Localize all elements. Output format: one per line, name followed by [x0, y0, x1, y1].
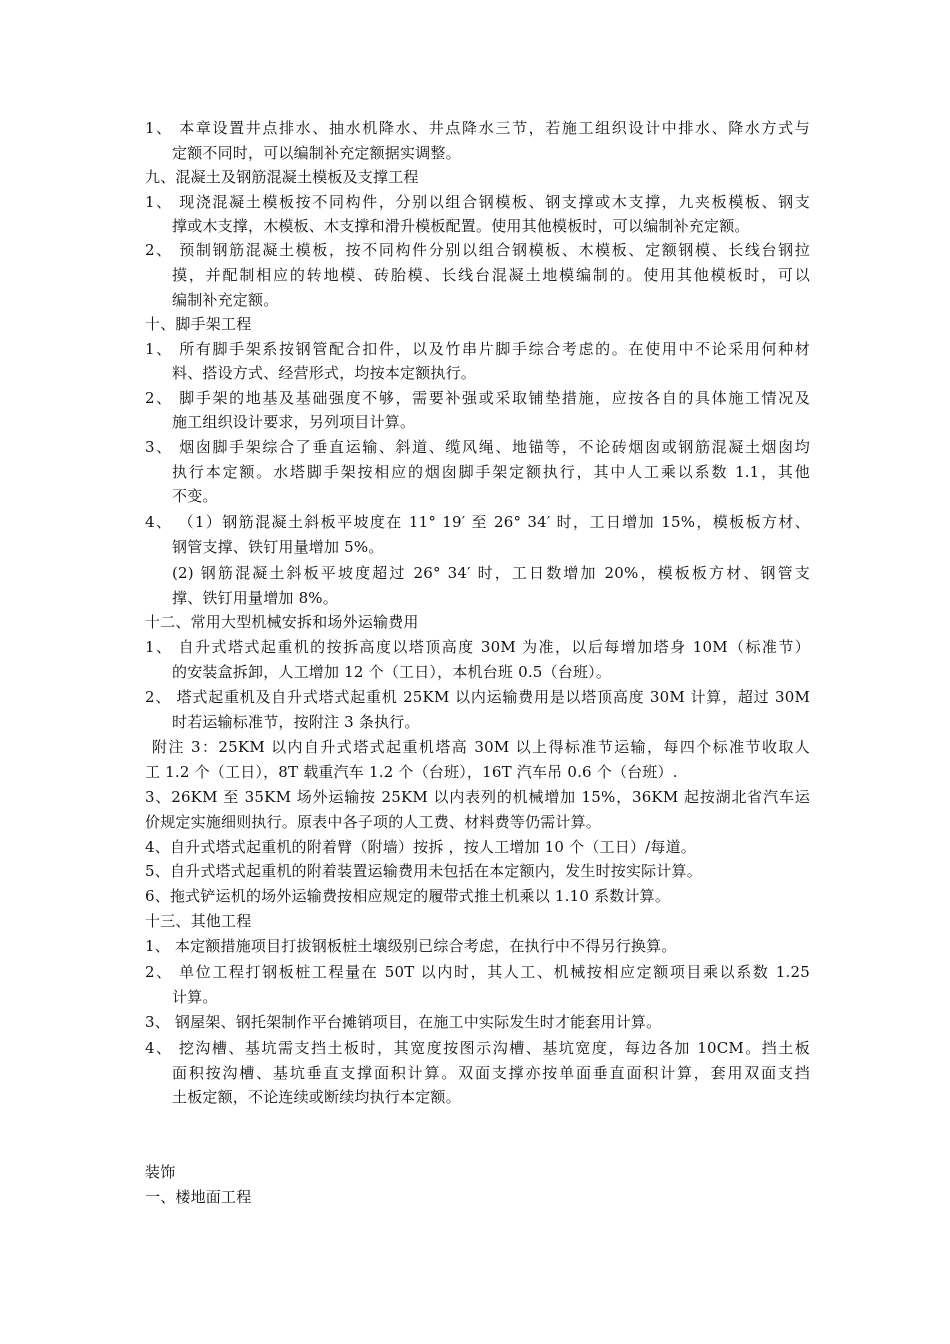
- text-line: 1、 本章设置井点排水、抽水机降水、井点降水三节，若施工组织设计中排水、降水方式与: [145, 119, 810, 137]
- section-heading: 九、混凝土及钢筋混凝土模板及支撑工程: [145, 168, 419, 186]
- text-line: 2、 塔式起重机及自升式塔式起重机 25KM 以内运输费用是以塔顶高度 30M 计算，超过 30M: [145, 688, 810, 706]
- text-line: 3、26KM 至 35KM 场外运输按 25KM 以内表列的机械增加 15%，36KM 起按湖北省汽车运: [145, 788, 810, 806]
- text-line: 3、 钢屋架、钢托架制作平台摊销项目，在施工中实际发生时才能套用计算。: [145, 1013, 662, 1031]
- text-line: 面积按沟槽、基坑垂直支撑面积计算。双面支撑亦按单面垂直面积计算，套用双面支挡: [172, 1064, 810, 1082]
- text-line: 4、 （1）钢筋混凝土斜板平坡度在 11° 19′ 至 26° 34′ 时，工日增加 15%，模板板方材、: [145, 513, 810, 531]
- text-line: 1、 现浇混凝土模板按不同构件，分别以组合钢模板、钢支撑或木支撑，九夹板模板、钢支: [145, 193, 810, 211]
- text-line: 1、 自升式塔式起重机的按拆高度以塔顶高度 30M 为准，以后每增加塔身 10M（标准节）: [145, 638, 810, 656]
- text-line: 时若运输标准节，按附注 3 条执行。: [172, 713, 420, 731]
- text-line: 料、搭设方式、经营形式，均按本定额执行。: [172, 364, 477, 382]
- section-heading: 一、楼地面工程: [145, 1188, 252, 1206]
- text-line: 2、 预制钢筋混凝土模板，按不同构件分别以组合钢模板、木模板、定额钢模、长线台钢拉: [145, 241, 810, 259]
- text-line: 撑、铁钉用量增加 8%。: [172, 589, 338, 607]
- text-line: 4、自升式塔式起重机的附着臂（附墙）按拆 ，按人工增加 10 个（工日）/每道。: [145, 838, 696, 856]
- text-line: 施工组织设计要求，另列项目计算。: [172, 413, 416, 431]
- text-line: (2) 钢筋混凝土斜板平坡度超过 26° 34′ 时，工日数增加 20%，模板板方材、钢管支: [172, 564, 810, 582]
- text-line: 撑或木支撑，木模板、木支撑和滑升模板配置。使用其他模板时，可以编制补充定额。: [172, 217, 750, 235]
- text-line: 5、自升式塔式起重机的附着装置运输费用未包括在本定额内，发生时按实际计算。: [145, 862, 702, 880]
- note-line: 附注 3：25KM 以内自升式塔式起重机塔高 30M 以上得标准节运输，每四个标准节收取人: [152, 738, 810, 756]
- section-heading: 十二、常用大型机械安拆和场外运输费用: [145, 613, 419, 631]
- text-line: 钢管支撑、铁钉用量增加 5%。: [172, 538, 384, 556]
- chapter-heading: 装饰: [145, 1163, 176, 1181]
- text-line: 土板定额，不论连续或断续均执行本定额。: [172, 1088, 461, 1106]
- text-line: 摸，并配制相应的转地模、砖胎模、长线台混凝土地模编制的。使用其他模板时，可以: [172, 266, 810, 284]
- text-line: 工 1.2 个（工日），8T 载重汽车 1.2 个（台班），16T 汽车吊 0.6 个（台班）.: [145, 763, 678, 781]
- text-line: 3、 烟囱脚手架综合了垂直运输、斜道、缆风绳、地锚等，不论砖烟囱或钢筋混凝土烟囱均: [145, 438, 810, 456]
- section-heading: 十、脚手架工程: [145, 315, 252, 333]
- text-line: 6、拖式铲运机的场外运输费按相应规定的履带式推土机乘以 1.10 系数计算。: [145, 887, 671, 905]
- text-line: 定额不同时，可以编制补充定额据实调整。: [172, 144, 461, 162]
- text-line: 不变。: [172, 487, 218, 505]
- text-line: 2、 单位工程打钢板桩工程量在 50T 以内时，其人工、机械按相应定额项目乘以系数 1.25: [145, 963, 810, 981]
- text-line: 执行本定额。水塔脚手架按相应的烟囱脚手架定额执行，其中人工乘以系数 1.1，其他: [172, 463, 810, 481]
- text-line: 的安装盒拆卸，人工增加 12 个（工日），本机台班 0.5（台班）。: [172, 663, 612, 681]
- text-line: 2、 脚手架的地基及基础强度不够，需要补强或采取铺垫措施，应按各自的具体施工情况及: [145, 389, 810, 407]
- section-heading: 十三、其他工程: [145, 912, 252, 930]
- text-line: 计算。: [172, 988, 218, 1006]
- text-line: 价规定实施细则执行。原表中各子项的人工费、材料费等仍需计算。: [145, 813, 602, 831]
- text-line: 编制补充定额。: [172, 291, 279, 309]
- text-line: 4、 挖沟槽、基坑需支挡土板时，其宽度按图示沟槽、基坑宽度，每边各加 10CM。挡土板: [145, 1039, 810, 1057]
- text-line: 1、 所有脚手架系按钢管配合扣件，以及竹串片脚手综合考虑的。在使用中不论采用何种材: [145, 340, 810, 358]
- text-line: 1、 本定额措施项目打拔钢板桩土壤级别已综合考虑，在执行中不得另行换算。: [145, 937, 677, 955]
